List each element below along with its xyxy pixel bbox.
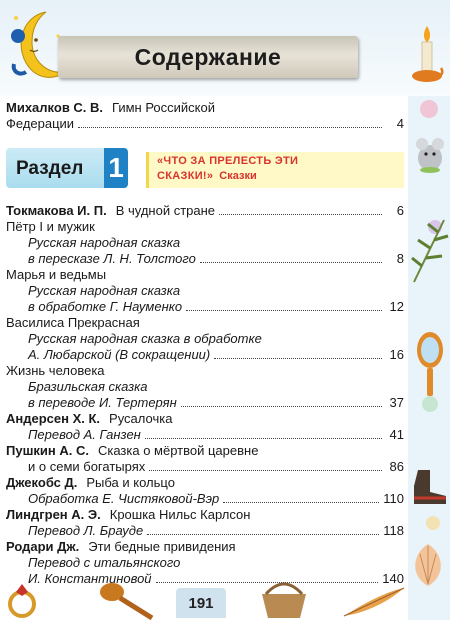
entry-page: 4: [396, 116, 404, 131]
entry-page: 6: [396, 203, 404, 218]
entry-note: Перевод с итальянского: [28, 555, 181, 570]
toc-row: [6, 523, 404, 539]
toc-row: [6, 379, 404, 395]
entry-title-cont: и о семи богатырях: [28, 459, 146, 474]
toc-row: [6, 219, 404, 235]
leader-dots: [147, 534, 379, 535]
leader-dots: [219, 214, 382, 215]
toc-row: [6, 235, 404, 251]
section-title-line2: СКАЗКИ!»: [157, 170, 214, 182]
toc-row: [6, 347, 404, 363]
entry-page: 8: [396, 251, 404, 266]
ring-icon: [2, 582, 42, 620]
leader-dots: [214, 358, 382, 359]
toc-entry: [6, 379, 404, 411]
toc-entry: [6, 219, 404, 235]
entry-title: Пётр I и мужик: [6, 219, 95, 234]
title-banner: [58, 36, 358, 78]
entry-title: Эти бедные привидения: [88, 539, 236, 554]
toc-entry: [6, 363, 404, 379]
leader-dots: [145, 438, 382, 439]
entry-note: И. Константиновой: [28, 571, 152, 586]
toc-entry: [6, 555, 404, 571]
toc-entry: [6, 539, 404, 555]
entry-author: Андерсен Х. К.: [6, 411, 101, 426]
toc-row: [6, 539, 404, 555]
branch-icon: [410, 216, 450, 286]
toc-list: [6, 203, 404, 587]
entry-page: 118: [383, 523, 404, 538]
entry-author: Джекобс Д.: [6, 475, 78, 490]
entry-page: 37: [389, 395, 404, 410]
dot: [420, 100, 438, 118]
leader-dots: [200, 262, 382, 263]
toc-entry: [6, 235, 404, 267]
toc-row: [6, 459, 404, 475]
entry-page: 86: [389, 459, 404, 474]
toc-row: [6, 555, 404, 571]
shell-icon: [406, 540, 450, 590]
leader-dots: [149, 470, 382, 471]
toc-row: [6, 491, 404, 507]
toc-entry: [6, 507, 404, 523]
section-number: 1: [104, 148, 128, 188]
boot-icon: [408, 466, 450, 506]
toc-row: [6, 443, 404, 459]
section-banner: [6, 146, 404, 190]
entry-title: Крошка Нильс Карлсон: [109, 507, 251, 522]
toc-row: [6, 571, 404, 587]
toc-row: [6, 363, 404, 379]
toc-entry: [6, 475, 404, 491]
entry-page: 110: [383, 491, 404, 506]
section-word: Раздел: [16, 158, 84, 179]
entry-page: 16: [389, 347, 404, 362]
toc-row: [6, 299, 404, 315]
toc-row: [6, 315, 404, 331]
entry-author: Родари Дж.: [6, 539, 80, 554]
entry-title: Рыба и кольцо: [86, 475, 175, 490]
entry-title: Русалочка: [109, 411, 173, 426]
section-subtitle: Сказки: [219, 170, 257, 182]
entry-note: Перевод Л. Брауде: [28, 523, 144, 538]
section-title-box: [146, 152, 404, 188]
leader-dots: [181, 406, 382, 407]
toc-row: [6, 251, 404, 267]
entry-note: Бразильская сказка: [28, 379, 148, 394]
feather-icon: [340, 586, 408, 620]
toc-row: [6, 203, 404, 219]
leader-dots: [223, 502, 379, 503]
toc-row: [6, 475, 404, 491]
mouse-icon: [412, 134, 448, 174]
toc-row: [6, 283, 404, 299]
leader-dots: [78, 127, 382, 128]
toc-entry: [6, 283, 404, 315]
entry-note: Русская народная сказка: [28, 235, 181, 250]
leader-dots: [186, 310, 382, 311]
toc-row: [6, 411, 404, 427]
entry-page: 12: [389, 299, 404, 314]
toc-entry: [6, 315, 404, 331]
toc-entry: [6, 459, 404, 475]
toc-intro: [6, 100, 404, 132]
toc-entry: [6, 491, 404, 507]
toc-row: [6, 507, 404, 523]
entry-page: 140: [382, 571, 404, 586]
entry-note: Обработка Е. Чистяковой-Вэр: [28, 491, 220, 506]
toc-row: [6, 331, 404, 347]
dot: [426, 516, 440, 530]
candle-icon: [410, 22, 444, 86]
entry-title: Гимн Российской: [112, 100, 216, 115]
entry-note: Русская народная сказка в обработке: [28, 331, 262, 346]
entry-author: Линдгрен А. Э.: [6, 507, 101, 522]
toc-entry: [6, 267, 404, 283]
entry-note: в пересказе Л. Н. Толстого: [28, 251, 196, 266]
toc-entry: [6, 427, 404, 443]
entry-note: в обработке Г. Науменко: [28, 299, 183, 314]
entry-title: В чудной стране: [115, 203, 216, 218]
toc-entry: [6, 411, 404, 427]
toc-entry: [6, 443, 404, 459]
toc-row: [6, 395, 404, 411]
entry-author: Токмакова И. П.: [6, 203, 107, 218]
toc-entry: [6, 203, 404, 219]
entry-page: 41: [389, 427, 404, 442]
entry-title: Марья и ведьмы: [6, 267, 107, 282]
entry-title: Жизнь человека: [6, 363, 105, 378]
entry-note: Русская народная сказка: [28, 283, 181, 298]
section-title-line1: «ЧТО ЗА ПРЕЛЕСТЬ ЭТИ: [157, 155, 299, 167]
toc-entry: [6, 523, 404, 539]
entry-note: А. Любарской (В сокращении): [28, 347, 211, 362]
entry-author: Пушкин А. С.: [6, 443, 89, 458]
entry-note: Перевод А. Ганзен: [28, 427, 141, 442]
entry-title-cont: Федерации: [6, 116, 75, 131]
toc-entry: [6, 571, 404, 587]
entry-author: Михалков С. В.: [6, 100, 104, 115]
toc-row: [6, 267, 404, 283]
mirror-icon: [414, 330, 446, 400]
toc-row: [6, 427, 404, 443]
page-title: Содержание: [134, 43, 282, 70]
toc-entry: [6, 331, 404, 363]
entry-note: в переводе И. Тертерян: [28, 395, 177, 410]
page-number: 191: [176, 588, 226, 618]
toc-entry: [6, 100, 404, 132]
entry-title: Сказка о мёртвой царевне: [97, 443, 259, 458]
entry-title: Василиса Прекрасная: [6, 315, 140, 330]
leader-dots: [156, 582, 379, 583]
